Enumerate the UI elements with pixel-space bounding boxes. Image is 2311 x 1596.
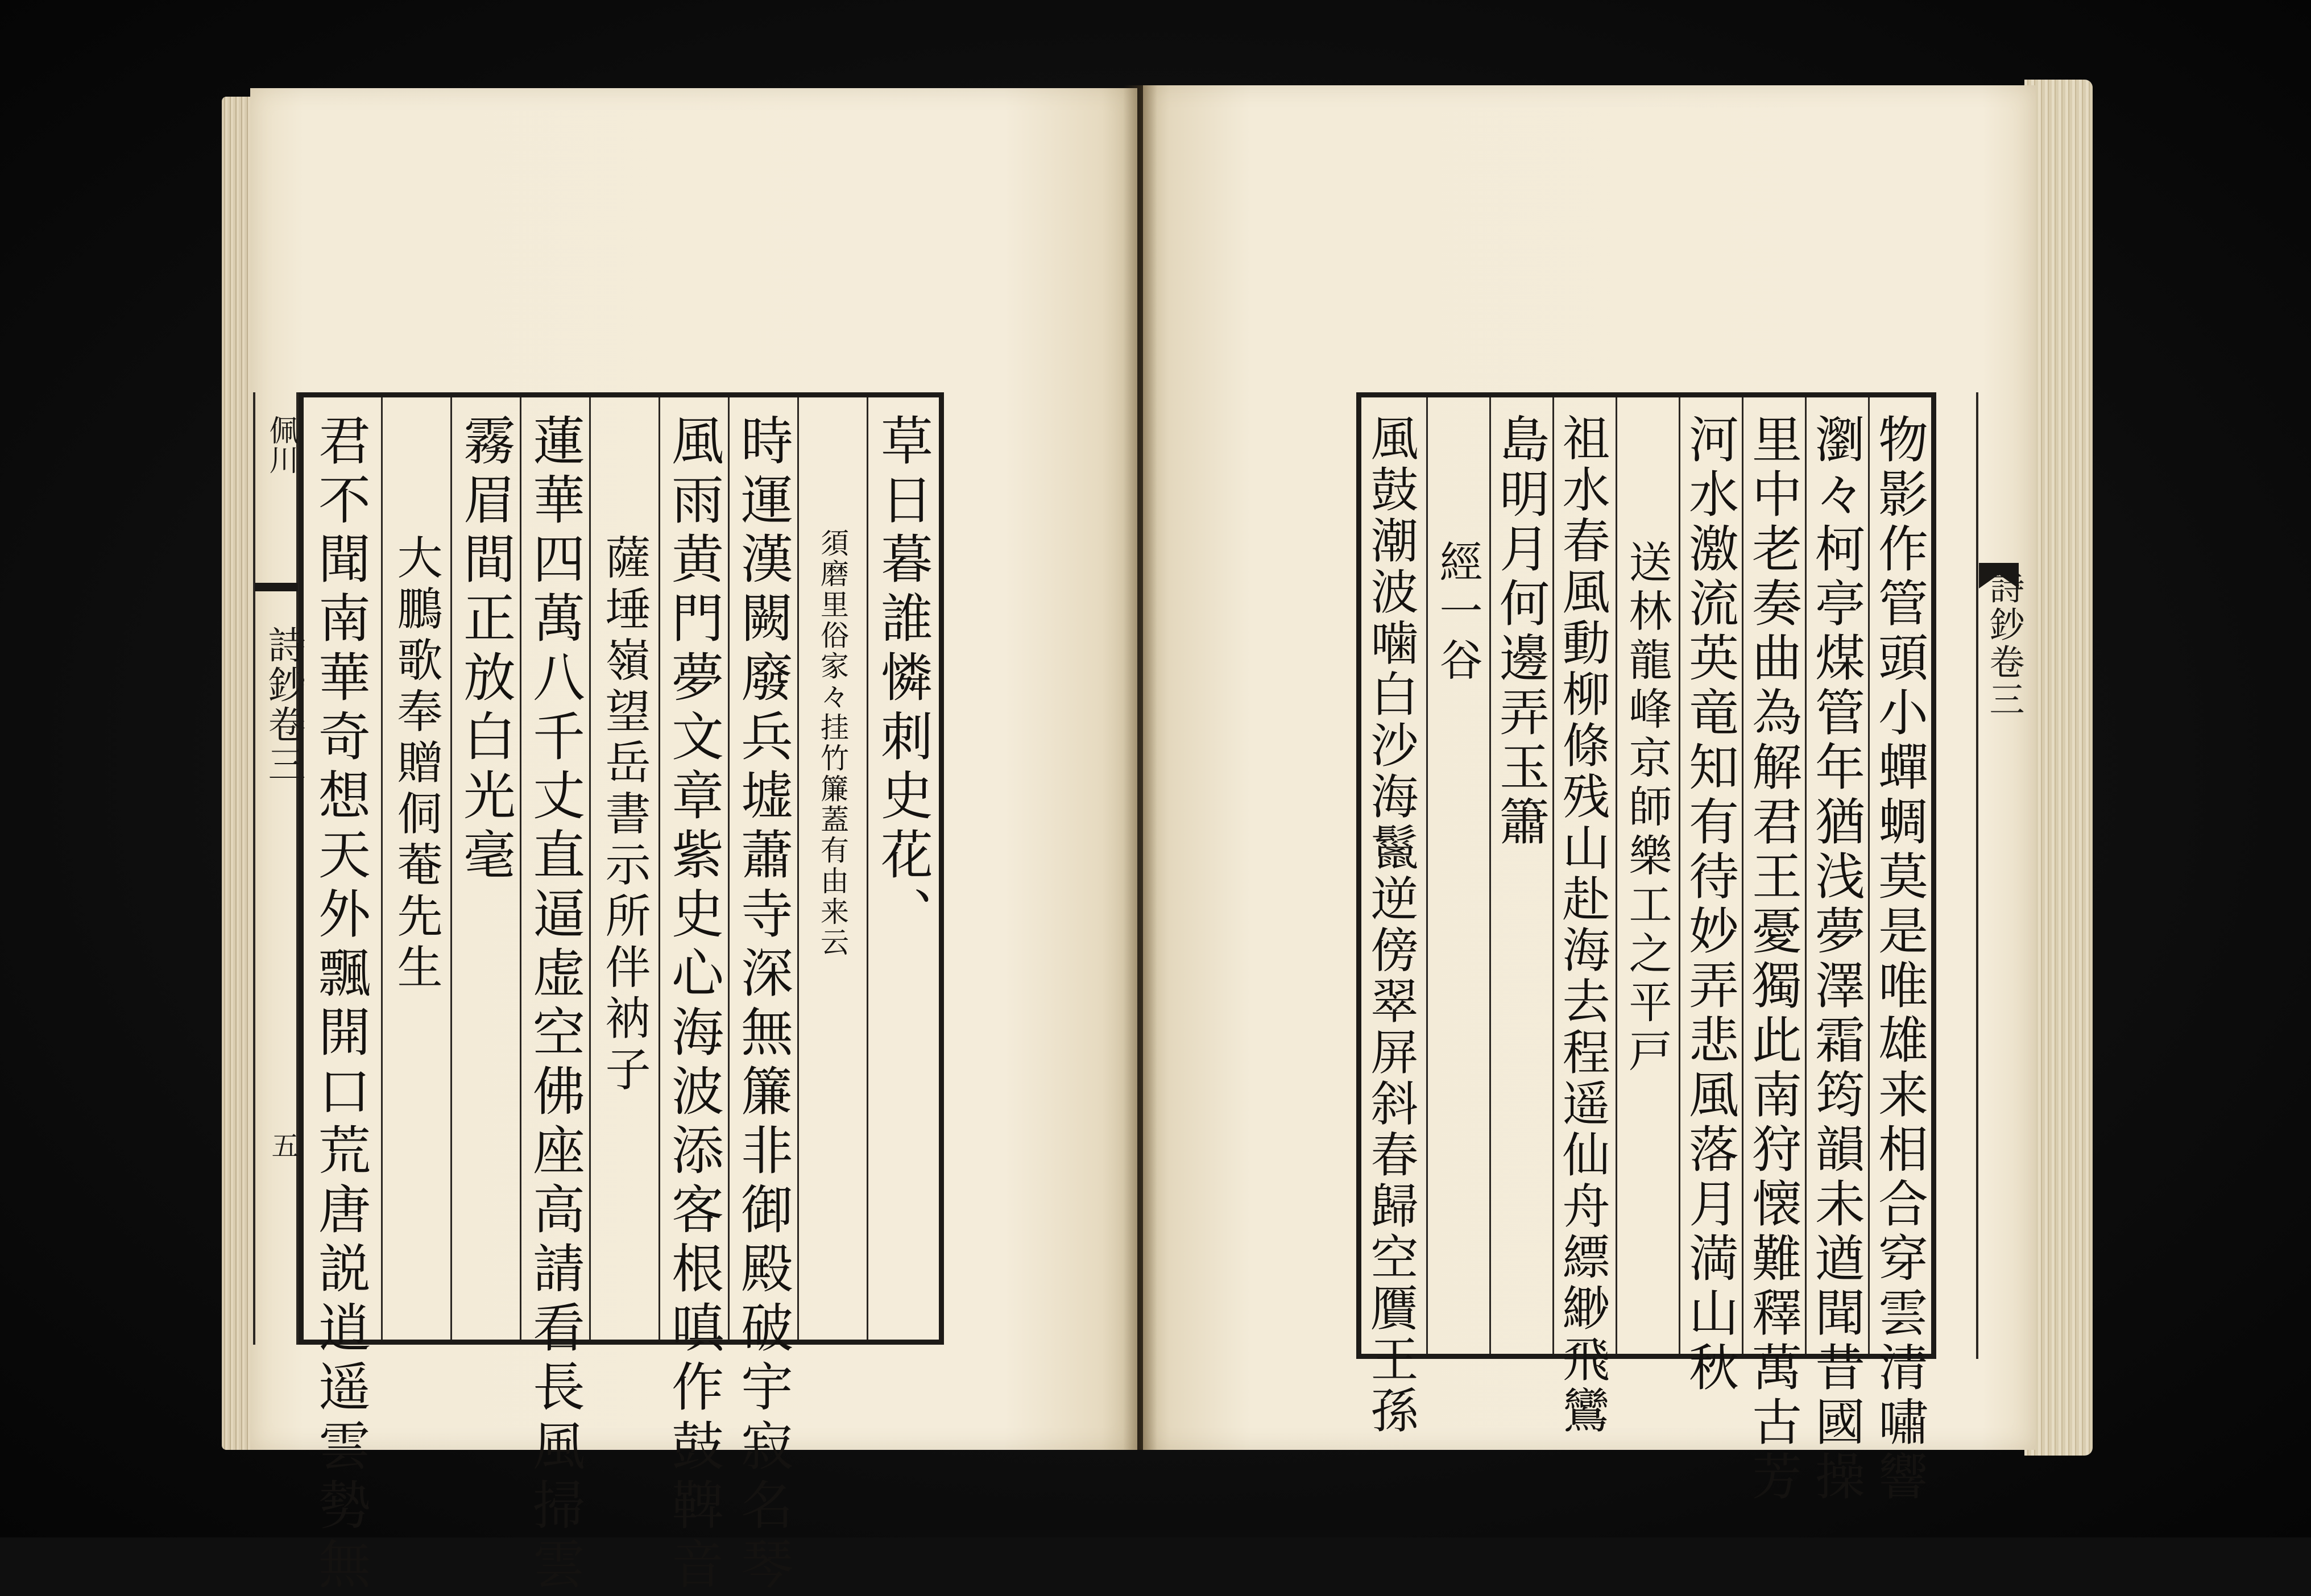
text-column [1742,397,1805,1505]
column-text: 祖水春風動柳條残山赴海去程遥仙舟縹緲飛鸞 [1555,413,1610,1437]
page-number: 五 [267,1131,299,1159]
column-text: 風雨黄門夢文章紫史心海波添客根嗔作鼓鞞音 [663,413,724,1596]
column-text: 里中老奏曲為解君王憂獨此南狩懐難釋萬古芳 [1744,413,1803,1505]
column-heading: 送林龍峰京師樂工之平戸 [1622,540,1672,1077]
text-column [1426,397,1489,1354]
left-page-margin-column [253,392,305,1345]
text-column [589,397,658,1340]
column-text: 時運漢闕廢兵墟蕭寺深無簾非御殿破宇寂名琴 [732,413,793,1596]
collection-name: 佩川 [264,415,298,474]
text-column [658,397,728,1596]
text-column [1679,397,1742,1396]
column-text: 君不聞南華奇想天外飄開口荒唐説逍遥雲勢無 [310,413,371,1596]
column-text: 草日暮誰憐刺史花、 [872,413,933,946]
column-heading: 薩埵嶺望岳書示所伴衲子 [598,534,651,1097]
text-column [1868,397,1931,1505]
right-volume-title: 詩鈔卷三 [1983,569,2025,719]
text-column [450,397,520,1340]
column-heading: 經一谷 [1432,540,1483,686]
column-text: 風鼓潮波噛白沙海鬣逆傍翠屏斜春歸空贋王孫 [1363,413,1419,1437]
text-column [1361,397,1426,1437]
volume-title: 詩鈔卷三 [262,625,305,785]
right-margin-rule [1976,392,1978,1359]
text-column [520,397,589,1596]
text-column [381,397,450,1340]
column-text: 河水激流英竜知有待妙弄悲風落月満山秋 [1681,413,1740,1396]
text-column [797,397,867,1340]
text-column [1552,397,1616,1437]
text-column [1805,397,1868,1505]
column-text: 瀏々柯亭煤管年猶浅夢澤霜筠韻未遒聞昔國操 [1807,413,1866,1505]
right-text-frame [1356,392,1936,1505]
left-text-frame [299,392,944,1596]
column-text-note: 須磨里俗家々挂竹簾蓋有由来云 [816,528,849,958]
text-column [728,397,797,1596]
column-text: 島明月何邊弄玉簫 [1492,413,1550,850]
text-column [867,397,939,1340]
column-text: 物影作管頭小蟬蜩莫是唯雄来相合穿雲清嘯響 [1870,413,1929,1505]
text-column [304,397,381,1596]
book-gutter [1123,85,1157,1450]
column-heading: 大鵬歌奉贈侗菴先生 [390,534,442,994]
column-text: 霧眉間正放白光毫 [455,413,516,886]
text-column [1616,397,1679,1354]
column-text: 蓮華四萬八千丈直逼虚空佛座高請看長風掃雲 [524,413,585,1596]
text-column [1489,397,1552,1354]
